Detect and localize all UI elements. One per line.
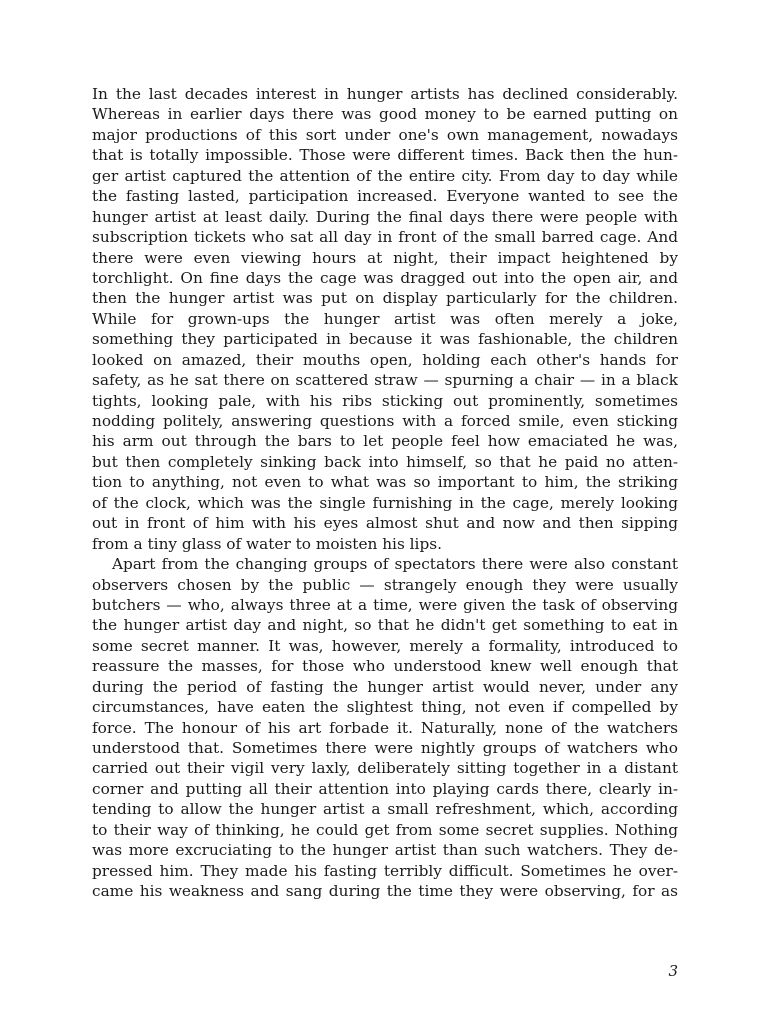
paragraph [92, 84, 678, 554]
text-line: something they participated in because it was fashionable, the children [92, 330, 678, 349]
text-line: safety, as he sat there on scattered straw — spurning a chair — in a black [92, 371, 678, 390]
text-line: there were even viewing hours at night, their impact heightened by [92, 248, 678, 267]
text-line: came his weakness and sang during the time they were observing, for as [92, 882, 678, 901]
text-line: subscription tickets who sat all day in front of the small barred cage. And [92, 228, 678, 247]
text-line: corner and putting all their attention into playing cards there, clearly in- [92, 779, 678, 798]
text-line: of the clock, which was the single furnishing in the cage, merely looking [92, 493, 678, 512]
text-line: reassure the masses, for those who understood knew well enough that [92, 657, 678, 676]
text-line: ger artist captured the attention of the entire city. From day to day while [92, 166, 678, 185]
text-line: Whereas in earlier days there was good money to be earned putting on [92, 105, 678, 124]
text-line: tion to anything, not even to what was so important to him, the striking [92, 473, 678, 492]
text-line: pressed him. They made his fasting terribly difficult. Sometimes he over- [92, 861, 678, 880]
text-line: that is totally impossible. Those were different times. Back then the hun- [92, 146, 678, 165]
text-line: but then completely sinking back into himself, so that he paid no atten- [92, 452, 678, 471]
text-line: some secret manner. It was, however, merely a formality, introduced to [92, 636, 678, 655]
text-line: force. The honour of his art forbade it. Naturally, none of the watchers [92, 718, 678, 737]
text-line: major productions of this sort under one's own management, nowadays [92, 125, 678, 144]
paragraph [92, 554, 678, 901]
page-number: 3 [668, 962, 678, 980]
text-line: butchers — who, always three at a time, were given the task of observing [92, 595, 678, 614]
text-line: carried out their vigil very laxly, deliberately sitting together in a distant [92, 759, 678, 778]
text-line: during the period of fasting the hunger artist would never, under any [92, 677, 678, 696]
text-line: from a tiny glass of water to moisten his lips. [92, 534, 442, 553]
text-line: the hunger artist day and night, so that he didn't get something to eat in [92, 616, 678, 635]
text-line: then the hunger artist was put on display particularly for the children. [92, 289, 678, 308]
text-line: hunger artist at least daily. During the final days there were people with [92, 207, 678, 226]
text-line: Apart from the changing groups of spectators there were also constant [112, 555, 678, 574]
body-text [92, 84, 678, 902]
text-line: looked on amazed, their mouths open, holding each other's hands for [92, 350, 678, 369]
text-line: torchlight. On fine days the cage was dragged out into the open air, and [92, 268, 678, 287]
text-line: out in front of him with his eyes almost shut and now and then sipping [92, 514, 678, 533]
text-line: to their way of thinking, he could get from some secret supplies. Nothing [92, 820, 678, 839]
text-line: his arm out through the bars to let people feel how emaciated he was, [92, 432, 678, 451]
text-line: the fasting lasted, participation increased. Everyone wanted to see the [92, 187, 678, 206]
text-line: tights, looking pale, with his ribs sticking out prominently, sometimes [92, 391, 678, 410]
text-line: understood that. Sometimes there were nightly groups of watchers who [92, 739, 678, 757]
text-line: While for grown-ups the hunger artist was often merely a joke, [92, 309, 678, 328]
text-line: nodding politely, answering questions with a forced smile, even sticking [92, 412, 678, 430]
text-line: In the last decades interest in hunger artists has declined considerably. [92, 85, 678, 103]
text-line: observers chosen by the public — strangely enough they were usually [92, 575, 678, 594]
text-line: tending to allow the hunger artist a small refreshment, which, according [92, 800, 678, 819]
text-line: circumstances, have eaten the slightest thing, not even if compelled by [92, 698, 678, 717]
text-line: was more excruciating to the hunger artist than such watchers. They de- [92, 841, 678, 860]
